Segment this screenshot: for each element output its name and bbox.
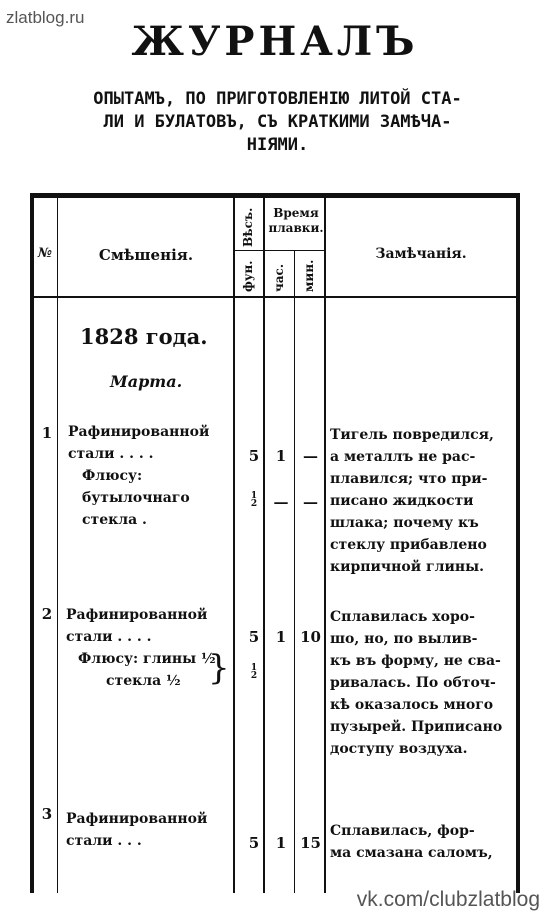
header-hours: час.: [272, 263, 286, 292]
entry-number: 3: [41, 805, 53, 823]
header-remarks: Замѣчанія.: [375, 246, 467, 262]
mixture-line: Рафинированной: [66, 811, 208, 827]
entry-hours-dash: —: [273, 493, 289, 511]
entry-mixture: [66, 604, 228, 692]
remark-line: кѣ оказалось много: [330, 697, 494, 713]
entry-remark: [330, 606, 512, 760]
entry-number: 2: [41, 605, 53, 623]
month-heading: Марта.: [110, 372, 183, 391]
mixture-line: Флюсу: глины ½: [78, 651, 216, 667]
remark-line: плавился; что при-: [330, 471, 488, 487]
subtitle-line-3: НІЯМИ.: [246, 135, 309, 155]
watermark-bottom: vk.com/clubzlatblog: [356, 888, 540, 911]
remark-line: стеклу прибавлено: [330, 537, 487, 553]
entry-remark: [330, 424, 512, 578]
entry-minutes: —: [303, 447, 318, 465]
remark-line: ривалась. По обточ-: [330, 675, 496, 691]
mixture-line: стали . . . .: [66, 629, 152, 645]
entry-minutes: 10: [300, 628, 321, 646]
year-heading: 1828 года.: [80, 324, 208, 349]
subtitle-line-1: ОПЫТАМЪ, ПО ПРИГОТОВЛЕНІЮ ЛИТОЙ СТА-: [93, 89, 462, 109]
remark-line: кирпичной глины.: [330, 559, 484, 575]
fraction-denominator: 2: [250, 671, 258, 681]
entry-minutes-dash: —: [303, 493, 318, 511]
col-divider-weight: [263, 198, 265, 893]
fraction-numerator: 1: [250, 663, 258, 673]
table-right-border: [516, 193, 520, 893]
remark-line: доступу воздуха.: [330, 741, 468, 757]
remark-line: писано жидкости: [330, 493, 474, 509]
remark-line: пузырей. Приписано: [330, 719, 503, 735]
remark-line: шо, но, по вылив-: [330, 631, 478, 647]
mixture-line: Флюсу: бутылочнаго стекла .: [82, 468, 190, 528]
watermark-top: zlatblog.ru: [6, 8, 85, 27]
entry-remark: [330, 820, 512, 864]
remark-line: шлака; почему къ: [330, 515, 479, 531]
mixture-line: стали . . . .: [68, 446, 154, 462]
entry-hours: 1: [275, 447, 287, 465]
header-minutes: мин.: [302, 259, 316, 292]
remark-line: Сплавилась хоро-: [330, 609, 475, 625]
entry-number: 1: [41, 424, 53, 442]
entry-weight: 5: [248, 628, 260, 646]
entry-mixture: [66, 808, 228, 852]
remark-line: ма смазана саломъ,: [330, 845, 493, 861]
header-subrule: [235, 250, 324, 251]
entry-weight: 5: [248, 834, 260, 852]
mixture-line: стекла ½: [106, 673, 181, 689]
remark-line: Сплавилась, фор-: [330, 823, 475, 839]
header-bottom-rule: [34, 296, 516, 298]
entry-minutes: 15: [300, 834, 321, 852]
col-divider-minutes: [324, 198, 326, 893]
header-weight: Вѣсъ.: [241, 207, 255, 247]
mixture-line: стали . . .: [66, 833, 142, 849]
fraction-numerator: 1: [250, 491, 258, 501]
entry-mixture: [68, 421, 230, 531]
entry-hours: 1: [275, 628, 287, 646]
header-weight-unit: фун.: [241, 260, 255, 292]
fraction-denominator: 2: [250, 499, 258, 509]
subtitle-line-2: ЛИ И БУЛАТОВЪ, СЪ КРАТКИМИ ЗАМѢЧА-: [103, 112, 452, 132]
col-divider-mixtures: [233, 198, 235, 893]
table-top-rule: [30, 193, 520, 198]
table-left-border: [30, 193, 34, 893]
header-mixtures: Смѣшенія.: [98, 246, 194, 264]
entry-weight: 5: [248, 447, 260, 465]
page-title: ЖУРНАЛЪ: [131, 18, 419, 65]
remark-line: къ въ форму, не сва-: [330, 653, 501, 669]
entry-weight-fraction: [248, 492, 260, 508]
col-divider-hours: [294, 250, 295, 893]
entry-weight-fraction: [248, 664, 260, 680]
mixture-line: Рафинированной: [68, 424, 210, 440]
entry-hours: 1: [275, 834, 287, 852]
header-number: №: [37, 246, 53, 261]
header-melt-time: Время плавки.: [268, 206, 324, 235]
remark-line: Тигель повредился,: [330, 427, 494, 443]
remark-line: а металлъ не рас-: [330, 449, 476, 465]
mixture-line: Рафинированной: [66, 607, 208, 623]
brace-glyph: }: [208, 648, 230, 688]
col-divider-number: [57, 198, 58, 893]
